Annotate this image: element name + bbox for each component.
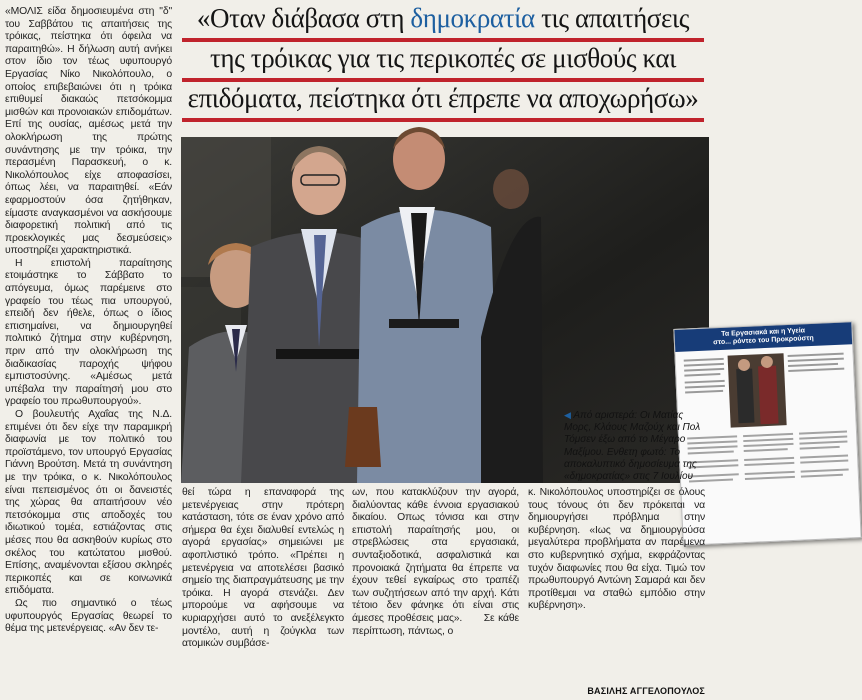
left-paragraph-3: Ο βουλευτής Αχαΐας της Ν.Δ. επιμένει ότι δεν είχε την παραμικρή διαφωνία με τον πολιτικό του προϊστάμενο, τον υπουργό Εργασίας Γιάννη Βρούτση. Μετά τη συνάντηση με την τρόικα, ο κ. Νικολόπουλος είναι πεπεισμένος ότι οι δανειστές της χώρας θα απαιτήσουν νέο πετσόκομμα στις αποδοχές του ιδιωτικού τομέα, εστιάζοντας στις μέσες που θα ασκηθούν κυρίως στο σκέλος του κατώτατου μισθού. Επίσης, αναμένονται εξίσου σκληρές περικοπές και σε κοινωνικά επιδόματα. (5, 409, 172, 597)
author-byline: ΒΑΣΙΛΗΣ ΑΓΓΕΛΟΠΟΥΛΟΣ (587, 686, 705, 696)
article-column-2: θεί τώρα η επαναφορά της μετενέργειας στην πρότερη κατάσταση, τότε σε έναν χρόνο από σήμερα θα έχει διαλυθεί εντελώς η αγορά εργασίας» σημειώνει με αφοπλιστικό τρόπο. «Πρέπει η μετενέργεια να αποτελέσει βασικό σημείο της διαπραγμάτευσης με την τρόικα. Η αγορά στενάζει. Δεν μπορούμε να αφήσουμε να κυριαρχήσει αυτό το ανεξέλεγκτο μοντέλο, αυτή η ζούγκλα των ατομικών συμβάσε- (182, 487, 344, 650)
left-article-column (5, 6, 172, 636)
caption-text: Από αριστερά: Οι Ματίας Μορς, Κλάους Μαζούχ και Πολ Τόμσεν έξω από το Μέγαρο Μαξίμου. Ενθετη φωτό: Το αποκαλυπτικό δημοσίευμα της «δημοκρατίας» στις 7 Ιουλίου (564, 410, 701, 483)
left-paragraph-2: Η επιστολή παραίτησης ετοιμάστηκε το Σάββατο το απόγευμα, όμως παρέμεινε στο γραφείο του τέως πια υπουργού, επειδή δεν ήθελε, όπως ο ίδιος επισημαίνει, να δημιουργηθεί πολιτικό ζήτημα στην κυβέρνηση, πριν από την ολοκλήρωση της διαδικασίας παροχής ψήφου εμπιστοσύνης. «Αμέσως μετά υπέβαλα την παραίτησή μου στο γραφείο του πρωθυπουργού». (5, 257, 172, 408)
headline-line-1: «Οταν διάβασα στη δημοκρατία τις απαιτήσεις (182, 2, 704, 42)
newspaper-name: δημοκρατία (410, 3, 535, 33)
headline-line-3: επιδόματα, πείστηκα ότι έπρεπε να αποχωρήσω» (182, 82, 704, 122)
inset-header: Τα Εργασιακά και η Υγεία στο... ρόντεο του Προκρούστη (674, 322, 852, 352)
photo-caption (564, 409, 706, 483)
left-paragraph-4: Ως πιο σημαντικό ο τέως υφυπουργός Εργασίας θεωρεί το θέμα της μετενέργειας. «Αν δεν τε- (5, 597, 172, 635)
headline-line-2: της τρόικας για τις περικοπές σε μισθούς και (182, 42, 704, 82)
headline (182, 2, 704, 122)
article-column-4: κ. Νικολόπουλος υποστηρίζει σε όλους τους τόνους ότι δεν πρόκειται να δημιουργήσει πρόβλημα στην κυβέρνηση. «Ιως να δημιουργούσα μεγαλύτερα προβλήματα αν παρέμενα στο κυβερνητικό σχήμα, εκφράζοντας τυχόν διαφωνίες που θα είχα. Τιμώ τον πρωθυπουργό Αντώνη Σαμαρά και δεν προτίθεμαι να σταθώ εμπόδιο στην κυβέρνηση». (528, 487, 705, 612)
caption-arrow-icon: ◀ (564, 410, 571, 420)
left-paragraph-1: «ΜΟΛΙΣ είδα δημοσιευμένα στη "δ" του Σαββάτου τις απαιτήσεις της τρόικας, πείστηκα ότι όφειλα να παραιτηθώ». Η δήλωση αυτή ανήκει στον ίδιο τον τέως υφυπουργό Εργασίας Νίκο Νικολόπουλο, ο οποίος επιβεβαιώνει ότι η τρόικα επιθυμεί διακαώς πετσόκομμα μισθών και προνοιακών επιδομάτων. Επί της ουσίας, αμέσως μετά την ολοκλήρωση της πρώτης συνάντησης με την τρόικα, την περασμένη Παρασκευή, ο κ. Νικολόπουλος είχε αποφασίσει, όπως λέει, να παραιτηθεί. «Εάν εφαρμοστούν όσα ζητήθηκαν, είμαστε αναγκασμένοι να ασκήσουμε διαφορετική πολιτική από τις προεκλογικές μας δεσμεύσεις» υποστηρίζει χαρακτηριστικά. (5, 6, 172, 257)
article-column-3: ων, που κατακλύζουν την αγορά, διαλύοντας κάθε έννοια εργασιακού δικαίου. Οπως τόνισα και στην επιστολή παραίτησής μου, οι στρεβλώσεις στα εργασιακά, συνταξιοδοτικά, ασφαλιστικά και προνοιακά ζητήματα θα έπρεπε να έχουν τεθεί εγκαίρως στο τραπέζι των συζητήσεων από την αρχή. Κάτι τέτοιο δεν φάνηκε ότι είναι στις άμεσες προθέσεις μας». Σε κάθε περίπτωση, πάντως, ο (352, 487, 519, 637)
